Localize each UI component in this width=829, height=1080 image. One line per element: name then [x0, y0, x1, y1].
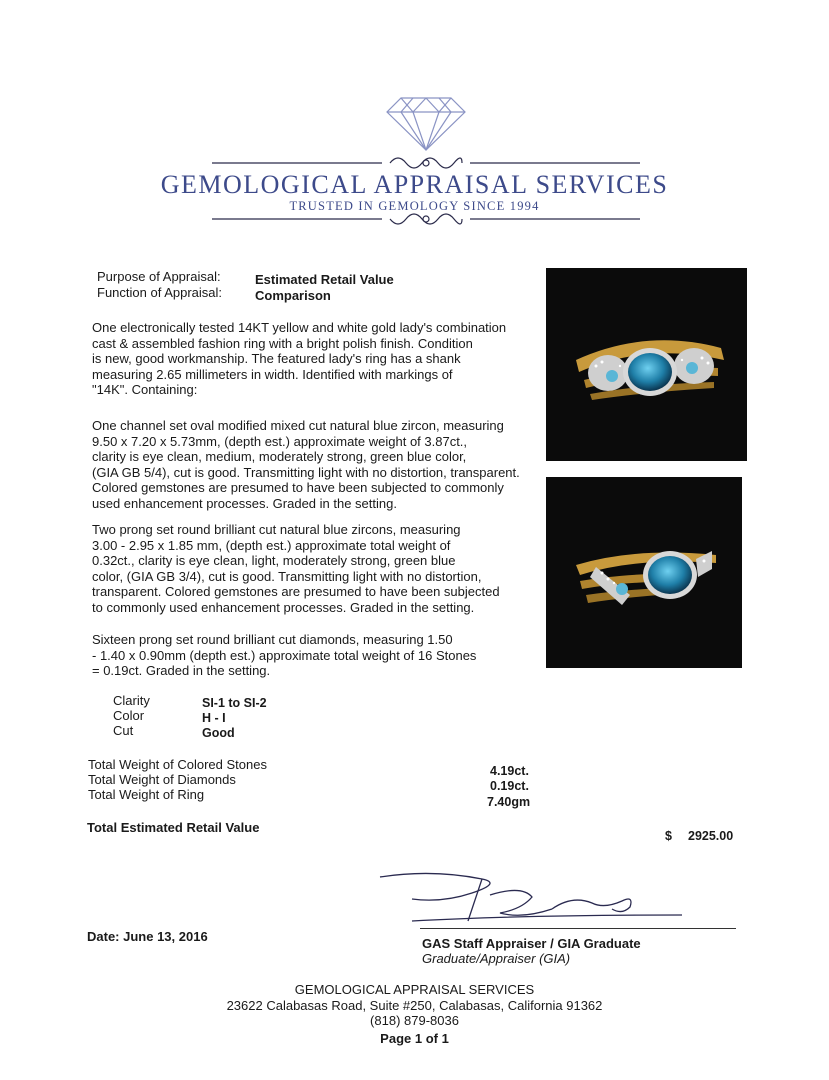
footer-phone: (818) 879-8036	[370, 1013, 459, 1028]
ring-photo-bottom	[546, 477, 742, 668]
function-value: Comparison	[255, 288, 331, 303]
appraiser-title: GAS Staff Appraiser / GIA Graduate	[422, 936, 641, 951]
grading-label-color: Color	[113, 708, 145, 723]
description-paragraph-center-zircon: One channel set oval modified mixed cut natural blue zircon, measuring 9.50 x 7.20 x 5.73mm, (depth est.) approximate weight of 3.87ct., clarity is eye clean, medium, moderately strong, green blue color, (GIA GB 5/4), cut is good. Transmitting light with no distortion, transparent. Colored gemstones are presumed to have been subjected to commonly used enhancement processes. Graded in the setting.	[92, 418, 520, 511]
appraisal-date: Date: June 13, 2016	[87, 929, 208, 944]
total-retail-value-amount: 2925.00	[688, 829, 734, 843]
grading-value-color: H - I	[202, 711, 226, 725]
company-tagline: TRUSTED IN GEMOLOGY SINCE 1994	[289, 199, 540, 213]
appraiser-signature	[372, 865, 692, 935]
footer-company: GEMOLOGICAL APPRAISAL SERVICES	[294, 982, 535, 997]
top-ornament-divider	[212, 151, 640, 171]
currency-symbol: $	[665, 829, 672, 843]
footer-address: 23622 Calabasas Road, Suite #250, Calabasas, California 91362	[226, 998, 603, 1013]
page-number: Page 1 of 1	[380, 1031, 449, 1046]
appraiser-subtitle: Graduate/Appraiser (GIA)	[422, 951, 571, 966]
grading-label-cut: Cut	[113, 723, 134, 738]
purpose-value: Estimated Retail Value	[255, 272, 394, 287]
bottom-ornament-divider	[212, 211, 640, 231]
weight-label-ring: Total Weight of Ring	[88, 787, 205, 802]
purpose-label: Purpose of Appraisal:	[97, 269, 221, 284]
grading-value-cut: Good	[202, 726, 235, 740]
weight-value-diamonds: 0.19ct.	[490, 779, 529, 793]
description-paragraph-side-zircons: Two prong set round brilliant cut natural blue zircons, measuring 3.00 - 2.95 x 1.85 mm, (depth est.) approximate total weight of 0.32ct., clarity is eye clean, light, moderately strong, green blue color, (GIA GB 3/4), cut is good. Transmitting light with no distortion, transparent. Colored gemstones are presumed to have been subjected to commonly used enhancement processes. Graded in the setting.	[92, 522, 500, 615]
function-label: Function of Appraisal:	[97, 285, 223, 300]
signature-line	[420, 928, 736, 929]
grading-label-clarity: Clarity	[113, 693, 150, 708]
total-retail-value-label: Total Estimated Retail Value	[87, 820, 260, 835]
diamond-logo-icon	[385, 96, 467, 152]
weight-label-diamonds: Total Weight of Diamonds	[88, 772, 236, 787]
weight-value-ring: 7.40gm	[487, 795, 531, 809]
company-logo-title: GEMOLOGICAL APPRAISAL SERVICES	[160, 170, 669, 199]
ring-photo-top	[546, 268, 747, 461]
description-paragraph-diamonds: Sixteen prong set round brilliant cut diamonds, measuring 1.50 - 1.40 x 0.90mm (depth est.) approximate total weight of 16 Stones = 0.19ct. Graded in the setting.	[92, 632, 477, 678]
description-paragraph-ring: One electronically tested 14KT yellow and white gold lady's combination cast & assembled fashion ring with a bright polish finish. Condition is new, good workmanship. The featured lady's ring has a shank measuring 2.65 millimeters in width. Identified with markings of "14K". Containing:	[92, 320, 507, 397]
weight-value-colored-stones: 4.19ct.	[490, 764, 529, 778]
grading-value-clarity: SI-1 to SI-2	[202, 696, 267, 710]
weight-label-colored-stones: Total Weight of Colored Stones	[88, 757, 267, 772]
